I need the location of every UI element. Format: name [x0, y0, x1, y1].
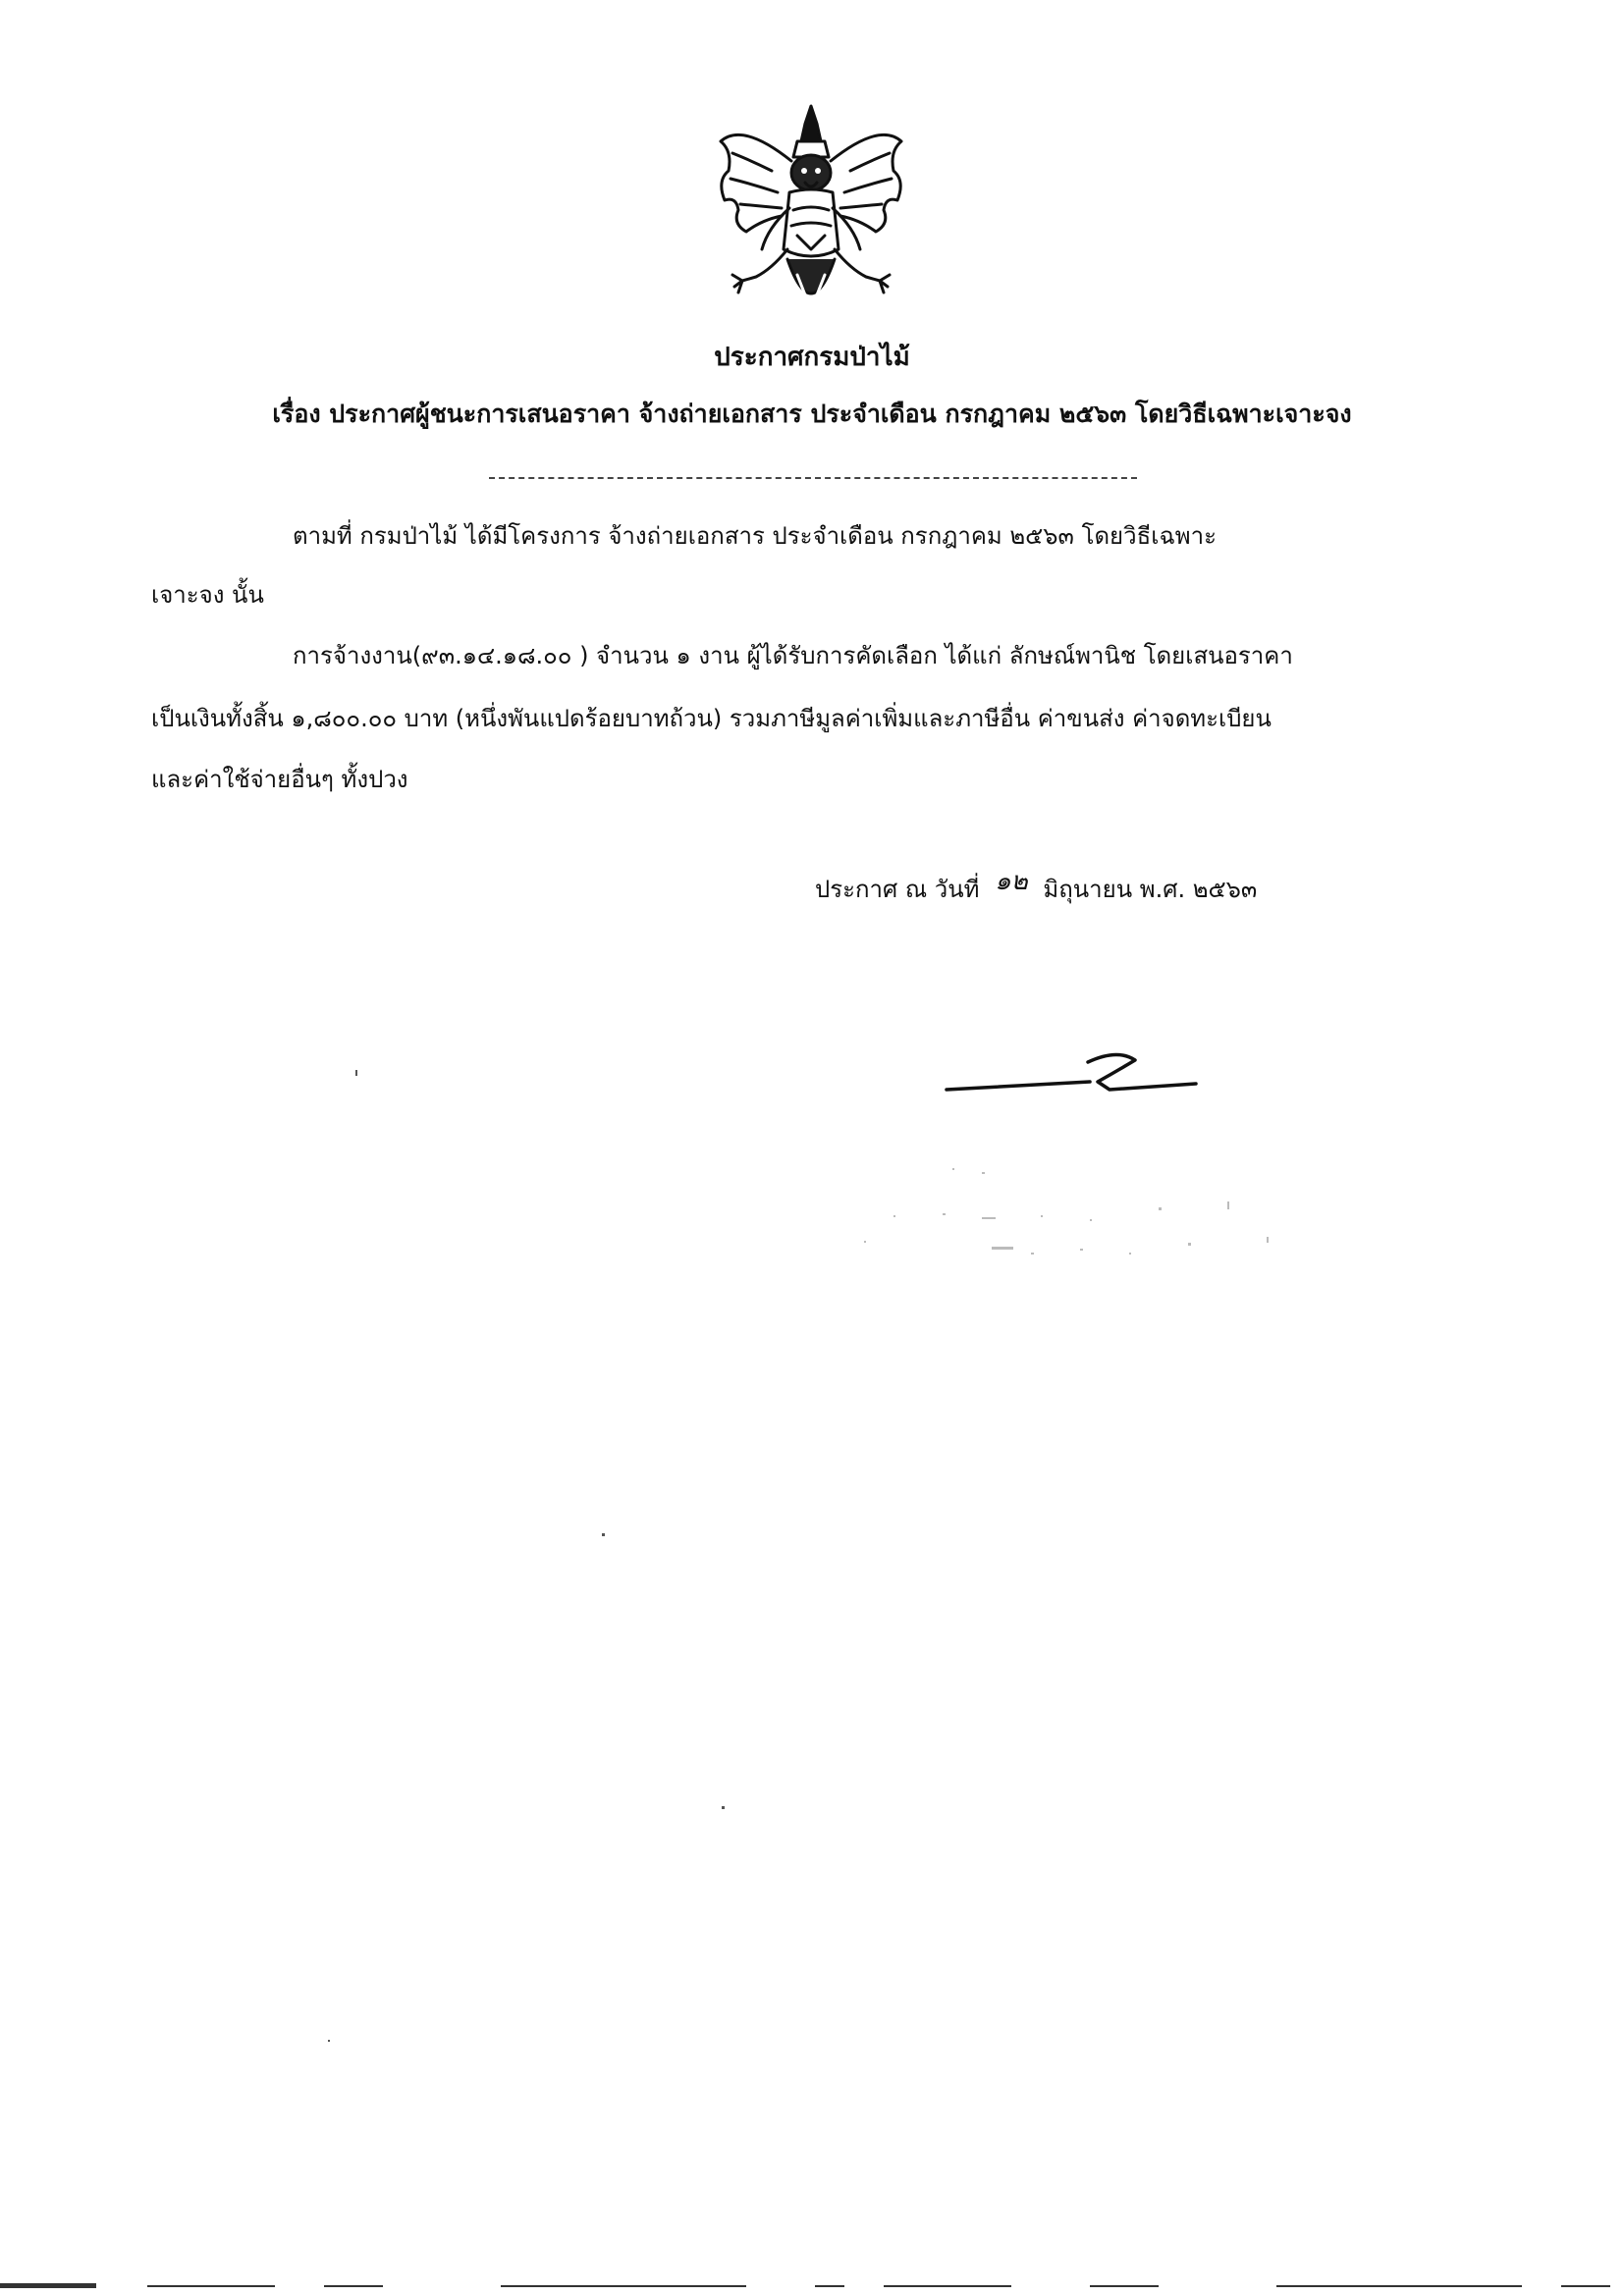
date-suffix: มิถุนายน พ.ศ. ๒๕๖๓ — [1043, 876, 1258, 903]
dashed-separator — [489, 477, 1137, 479]
announcement-date — [815, 867, 1258, 907]
paragraph-2-line-2: เป็นเงินทั้งสิ้น ๑,๘๐๐.๐๐ บาท (หนึ่งพันแปดร้อยบาทถ้วน) รวมภาษีมูลค่าเพิ่มและภาษีอื่น ค่าขนส่ง ค่าจดทะเบียน — [151, 705, 1272, 732]
date-prefix: ประกาศ ณ วันที่ — [815, 876, 980, 903]
signature-icon — [943, 1039, 1237, 1097]
paragraph-1-line-2: เจาะจง นั้น — [151, 581, 264, 609]
date-day-handwritten: ๑๒ — [995, 867, 1028, 896]
announcement-subject: เรื่อง ประกาศผู้ชนะการเสนอราคา จ้างถ่ายเอกสาร ประจำเดือน กรกฎาคม ๒๕๖๓ โดยวิธีเฉพาะเจาะจง — [272, 400, 1352, 428]
scan-bottom-edge — [0, 2281, 1624, 2293]
paragraph-1-line-1: ตามที่ กรมป่าไม้ ได้มีโครงการ จ้างถ่ายเอกสาร ประจำเดือน กรกฎาคม ๒๕๖๓ โดยวิธีเฉพาะ — [293, 522, 1217, 550]
garuda-emblem-icon — [703, 102, 919, 334]
faint-stamp-residue — [835, 1158, 1316, 1286]
paragraph-2-line-1: การจ้างงาน(๙๓.๑๔.๑๘.๐๐ ) จำนวน ๑ งาน ผู้ได้รับการคัดเลือก ได้แก่ ลักษณ์พานิช โดยเสนอราคา — [293, 642, 1293, 669]
page-title: ประกาศกรมป่าไม้ — [714, 343, 910, 372]
paragraph-2-line-3: และค่าใช้จ่ายอื่นๆ ทั้งปวง — [151, 766, 408, 793]
